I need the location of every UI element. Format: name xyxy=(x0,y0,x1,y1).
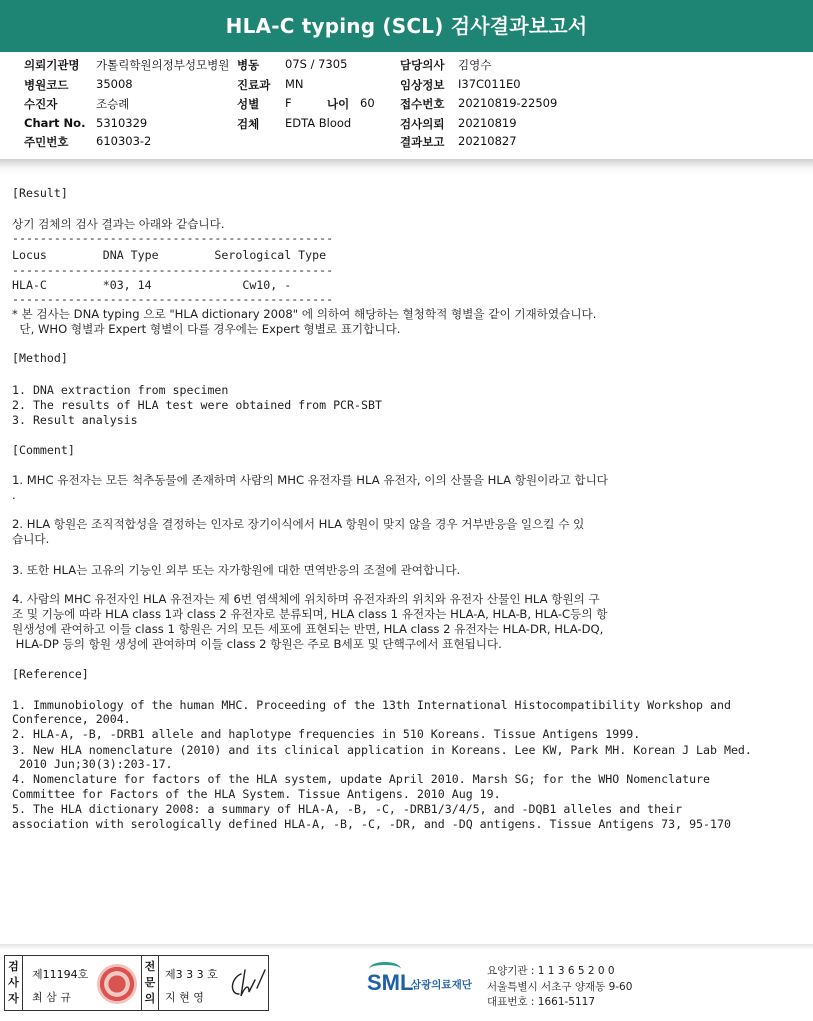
footer-divider xyxy=(0,944,813,950)
info-value-doctor: 김영수 xyxy=(458,58,492,72)
info-value-clinical-info: I37C011E0 xyxy=(458,77,521,91)
info-label-department: 진료과 xyxy=(237,78,271,92)
info-value-patient: 조승례 xyxy=(96,97,130,111)
info-label-ward: 병동 xyxy=(237,58,260,72)
reference-1-line-2: Conference, 2004. xyxy=(12,712,131,726)
report-title: HLA-C typing (SCL) 검사결과보고서 xyxy=(0,0,813,52)
comment-2-line-2: 습니다. xyxy=(12,532,50,546)
specialist-vertical-label xyxy=(141,956,159,1010)
info-value-hospital-code: 35008 xyxy=(96,77,133,91)
info-value-institution: 가톨릭학원의정부성모병원 xyxy=(96,58,230,72)
method-item-2: 2. The results of HLA test were obtained from PCR-SBT xyxy=(12,398,382,412)
method-item-1: 1. DNA extraction from specimen xyxy=(12,383,229,397)
info-label-request-date: 검사의뢰 xyxy=(400,117,445,131)
specialist-license-number: 제3 3 3 호 xyxy=(165,968,218,981)
reference-5-line-2: association with serologically defined HLA-A, -B, -C, -DR, and -DQ antigens. Tissue Antigens 73, 95-170 xyxy=(12,817,731,831)
result-note-2: 단, WHO 형별과 Expert 형별이 다를 경우에는 Expert 형별로 표기합니다. xyxy=(12,322,401,336)
reference-1-line-1: 1. Immunobiology of the human MHC. Proceeding of the 13th International Histocompatibility Workshop and xyxy=(12,698,731,712)
method-heading: [Method] xyxy=(12,351,68,365)
result-table-row: HLA-C *03, 14 Cw10, - xyxy=(12,278,292,292)
contact-phone: 대표번호 : 1661-5117 xyxy=(487,996,596,1008)
result-intro: 상기 검체의 검사 결과는 아래와 같습니다. xyxy=(12,217,225,231)
comment-3: 3. 또한 HLA는 고유의 기능인 외부 또는 자가항원에 대한 면역반응의 조절에 관여합니다. xyxy=(12,563,461,577)
comment-4-line-3: 원생성에 관여하고 이들 class 1 항원은 거의 모든 세포에 표현되는 반면, HLA class 2 유전자는 HLA-DR, HLA-DQ, xyxy=(12,622,604,636)
info-label-sex: 성별 xyxy=(237,97,260,111)
contact-address: 서울특별시 서초구 양재동 9-60 xyxy=(487,980,633,993)
info-label-doctor: 담당의사 xyxy=(400,58,445,72)
contact-info xyxy=(487,964,632,1011)
comment-heading: [Comment] xyxy=(12,443,75,457)
signature-box xyxy=(4,955,269,1011)
info-value-ward: 07S / 7305 xyxy=(285,57,348,71)
info-label-receipt-no: 접수번호 xyxy=(400,97,445,111)
examiner-label-text: 검 사 자 xyxy=(8,960,19,1005)
result-note-1: * 본 검사는 DNA typing 으로 "HLA dictionary 2008" 에 의하여 해당하는 혈청학적 형별을 같이 기재하였습니다. xyxy=(12,307,597,321)
reference-heading: [Reference] xyxy=(12,667,89,681)
reference-3-line-2: 2010 Jun;30(3):203-17. xyxy=(12,757,173,771)
reference-2: 2. HLA-A, -B, -DRB1 allele and haplotype frequencies in 510 Koreans. Tissue Antigens 1999. xyxy=(12,727,641,741)
reference-4-line-1: 4. Nomenclature for factors of the HLA system, update April 2010. Marsh SG; for the WHO Nomenclature xyxy=(12,772,711,786)
comment-1-line-2: . xyxy=(12,488,16,502)
comment-4-line-1: 4. 사람의 MHC 유전자인 HLA 유전자는 제 6번 염색체에 위치하며 유전자좌의 위치와 유전자 산물인 HLA 항원의 구 xyxy=(12,592,600,606)
comment-2-line-1: 2. HLA 항원은 조직적합성을 결정하는 인자로 장기이식에서 HLA 항원이 맞지 않을 경우 거부반응을 일으킬 수 있 xyxy=(12,517,585,531)
info-value-age: 60 xyxy=(360,96,375,110)
reference-3-line-1: 3. New HLA nomenclature (2010) and its clinical application in Koreans. Lee KW, Park MH. Korean J Lab Med. xyxy=(12,743,752,757)
comment-4-line-4: HLA-DP 등의 항원 생성에 관여하며 이들 class 2 항원은 주로 B세포 및 단핵구에서 표현됩니다. xyxy=(12,637,502,651)
info-label-age: 나이 xyxy=(327,97,350,111)
result-table-header: Locus DNA Type Serological Type xyxy=(12,248,327,262)
reference-5-line-1: 5. The HLA dictionary 2008: a summary of HLA-A, -B, -C, -DRB1/3/4/5, and -DQB1 alleles and their xyxy=(12,802,683,816)
info-label-specimen: 검체 xyxy=(237,117,260,131)
organization-name: 삼광의료재단 xyxy=(411,979,472,991)
logo-mark-text: SML xyxy=(367,970,414,995)
info-label-clinical-info: 임상정보 xyxy=(400,78,445,92)
info-value-report-date: 20210827 xyxy=(458,134,517,148)
info-value-chart-no: 5310329 xyxy=(96,116,148,130)
info-value-sex: F xyxy=(285,96,292,110)
patient-info xyxy=(0,57,813,153)
comment-1-line-1: 1. MHC 유전자는 모든 척추동물에 존재하며 사람의 MHC 유전자를 HLA 유전자, 이의 산물을 HLA 항원이라고 합니다 xyxy=(12,473,608,487)
examiner-vertical-label xyxy=(5,956,23,1010)
header-divider xyxy=(0,159,813,167)
comment-4-line-2: 조 및 기능에 따라 HLA class 1과 class 2 유전자로 분류되며, HLA class 1 유전자는 HLA-A, HLA-B, HLA-C등의 항 xyxy=(12,607,608,621)
examiner-name: 최 삼 규 xyxy=(32,991,71,1004)
table-divider-bottom: ---------------------------------------------- xyxy=(12,292,334,306)
info-label-institution: 의뢰기관명 xyxy=(24,58,80,72)
result-heading: [Result] xyxy=(12,186,68,200)
info-label-resident-no: 주민번호 xyxy=(24,135,69,149)
examiner-license-number: 제11194호 xyxy=(32,968,89,981)
info-value-department: MN xyxy=(285,77,304,91)
info-value-specimen: EDTA Blood xyxy=(285,116,352,130)
specialist-name: 지 현 영 xyxy=(165,991,204,1004)
reference-4-line-2: Committee for Factors of the HLA System. Tissue Antigens. 2010 Aug 19. xyxy=(12,787,501,801)
specialist-label-text: 전 문 의 xyxy=(144,960,156,1005)
sml-logo xyxy=(365,962,485,1002)
institution-code: 요양기관 : 1 1 3 6 5 2 0 0 xyxy=(487,965,615,977)
handwritten-signature-icon xyxy=(227,966,267,1002)
info-value-request-date: 20210819 xyxy=(458,116,517,130)
info-label-hospital-code: 병원코드 xyxy=(24,78,69,92)
table-divider-top: ---------------------------------------------- xyxy=(12,231,334,245)
info-value-receipt-no: 20210819-22509 xyxy=(458,96,558,110)
header-divider-shadow xyxy=(0,167,813,175)
info-value-resident-no: 610303-2 xyxy=(96,134,152,148)
info-label-patient: 수진자 xyxy=(24,97,58,111)
official-seal-icon xyxy=(97,964,137,1004)
info-label-chart-no: Chart No. xyxy=(24,116,86,130)
method-item-3: 3. Result analysis xyxy=(12,413,138,427)
info-label-report-date: 결과보고 xyxy=(400,135,445,149)
table-divider-mid: ---------------------------------------------- xyxy=(12,263,334,277)
